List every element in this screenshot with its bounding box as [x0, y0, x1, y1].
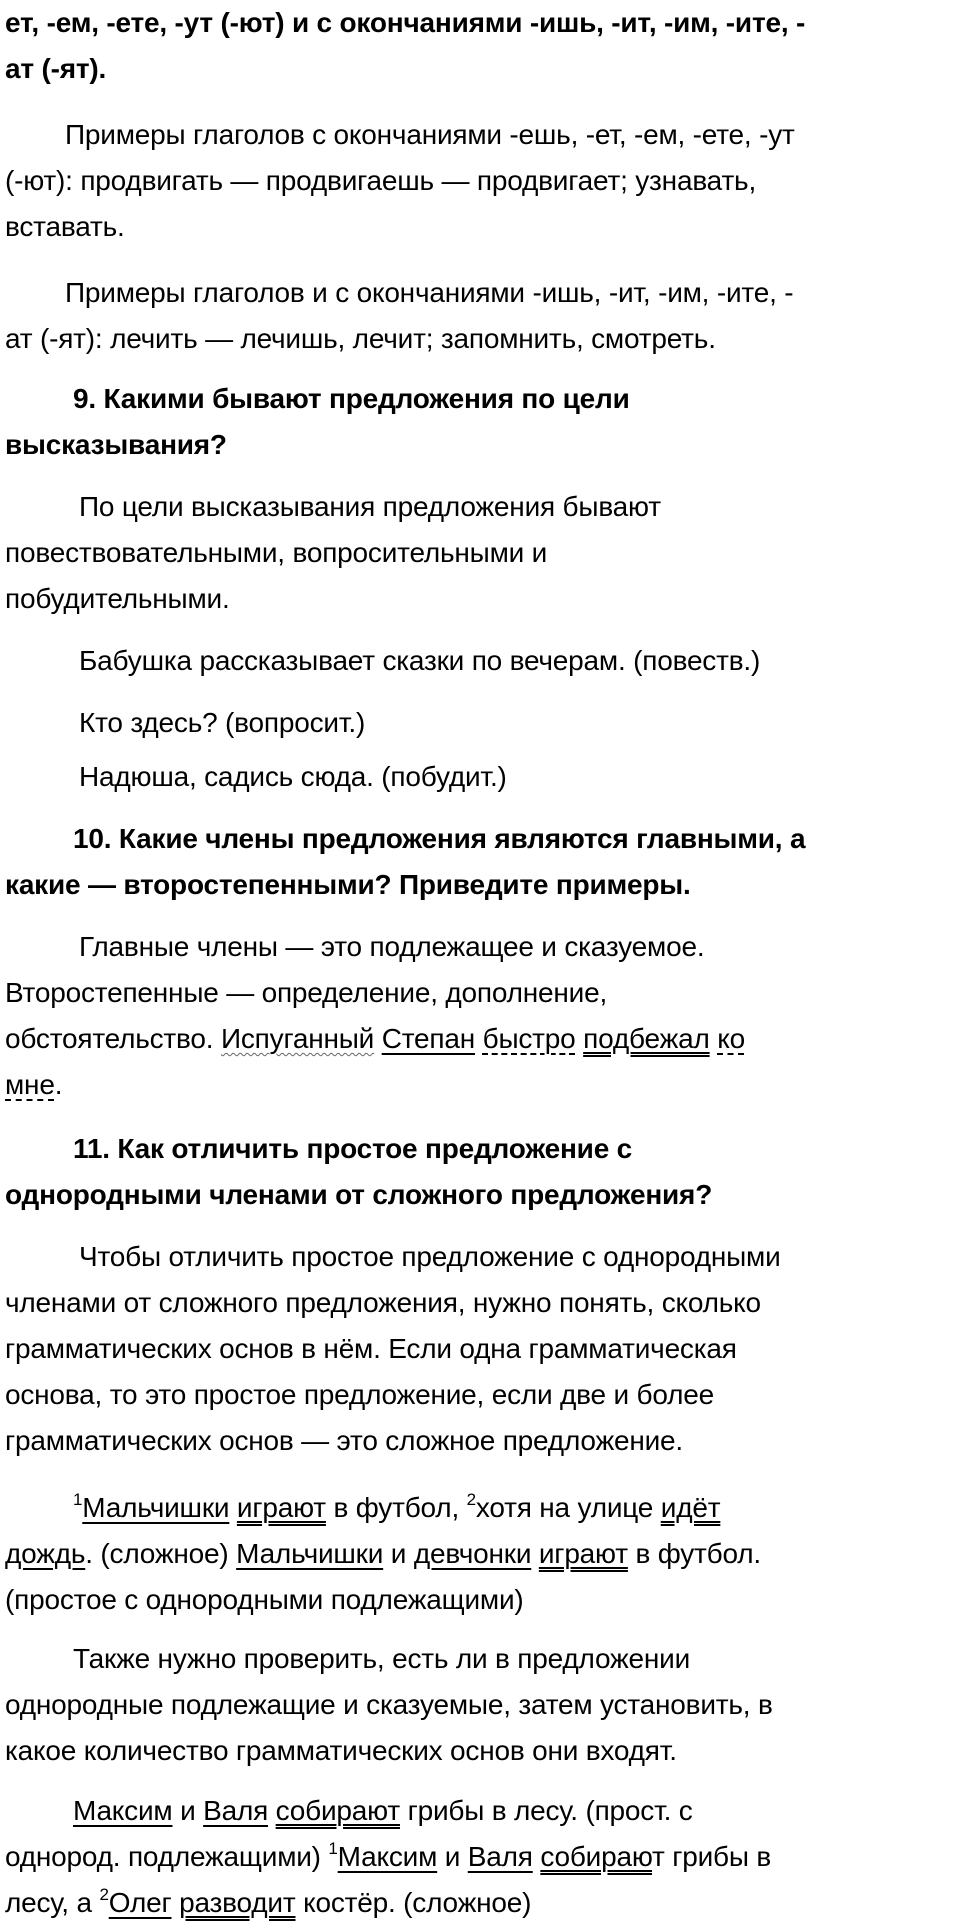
- predicate-word: собираю: [540, 1841, 653, 1872]
- q10-answer-line-1: Главные члены — это подлежащее и сказуемое.: [79, 931, 705, 962]
- q9-answer-line-3: побудительными.: [5, 583, 230, 614]
- adverbial-word-ko: ко: [717, 1023, 745, 1054]
- subject-word: дождь: [5, 1538, 86, 1569]
- clause-number: 1: [328, 1838, 338, 1858]
- plain-text: т грибы в: [652, 1841, 772, 1872]
- predicate-word: играют: [538, 1538, 628, 1569]
- intro-line-2: ат (-ят).: [5, 53, 107, 84]
- q11-check-line-3: какое количество грамматических основ они входят.: [5, 1735, 677, 1766]
- q11-heading: [5, 1126, 955, 1218]
- subject-word: Мальчишки: [82, 1492, 230, 1523]
- q9-example-1: Бабушка рассказывает сказки по вечерам. (повеств.): [79, 645, 761, 676]
- q11-example-1: [5, 1485, 955, 1623]
- q9-heading-line-1: 9. Какими бывают предложения по цели: [73, 383, 630, 414]
- paragraph-examples-i: [5, 270, 955, 362]
- plain-text: хотя на улице: [475, 1492, 654, 1523]
- subject-word: Степан: [381, 1023, 476, 1054]
- subject-word: Олег: [108, 1887, 172, 1918]
- q11-answer-line-4: основа, то это простое предложение, если две и более: [5, 1379, 714, 1410]
- q10-heading-line-1: 10. Какие члены предложения являются главными, а: [73, 823, 806, 854]
- q11-answer-line-1: Чтобы отличить простое предложение с однородными: [79, 1241, 781, 1272]
- predicate-word: идёт: [660, 1492, 721, 1523]
- clause-number: 2: [99, 1884, 109, 1904]
- period: .: [54, 1069, 63, 1100]
- subject-word: Мальчишки: [236, 1538, 384, 1569]
- subject-word: Валя: [467, 1841, 533, 1872]
- q10-answer-line-2: Второстепенные — определение, дополнение,: [5, 977, 608, 1008]
- q11-check-line-1: Также нужно проверить, есть ли в предложении: [73, 1643, 691, 1674]
- predicate-word: играют: [236, 1492, 326, 1523]
- plain-text: (простое с однородными подлежащими): [5, 1584, 524, 1615]
- q9-answer-line-1: По цели высказывания предложения бывают: [79, 491, 661, 522]
- subject-word: Максим: [337, 1841, 438, 1872]
- q9-heading: [5, 376, 955, 468]
- q10-answer: [5, 924, 955, 1108]
- para-e-line-3: вставать.: [5, 211, 125, 242]
- clause-number: 1: [73, 1489, 83, 1509]
- plain-text: и: [180, 1795, 196, 1826]
- adverbial-word-mne: мне: [5, 1069, 55, 1100]
- q11-heading-line-1: 11. Как отличить простое предложение с: [73, 1133, 633, 1164]
- predicate-word: подбежал: [583, 1023, 710, 1054]
- q10-heading: [5, 816, 955, 908]
- q10-answer-line-3: обстоятельство.: [5, 1023, 214, 1054]
- clause-number: 2: [466, 1489, 476, 1509]
- plain-text: грибы в лесу. (прост. с: [407, 1795, 693, 1826]
- q11-answer: [5, 1234, 955, 1464]
- q9-example-3: Надюша, садись сюда. (побудит.): [79, 761, 507, 792]
- intro-bold-text: [5, 0, 955, 92]
- attribute-word: Испуганный: [220, 1023, 375, 1054]
- q9-heading-line-2: высказывания?: [5, 429, 227, 460]
- q11-check: [5, 1636, 955, 1774]
- subject-word: Валя: [203, 1795, 269, 1826]
- q10-heading-line-2: какие — второстепенными? Приведите примеры.: [5, 869, 691, 900]
- para-i-line-1: Примеры глаголов и с окончаниями -ишь, -ит, -им, -ите, -: [65, 277, 794, 308]
- q11-example-2: [5, 1788, 955, 1926]
- paragraph-examples-e: [5, 112, 955, 250]
- plain-text: костёр. (сложное): [303, 1887, 532, 1918]
- predicate-word: собирают: [275, 1795, 400, 1826]
- q11-answer-line-5: грамматических основ — это сложное предложение.: [5, 1425, 684, 1456]
- subject-word: девчонки: [413, 1538, 532, 1569]
- q11-check-line-2: однородные подлежащие и сказуемые, затем установить, в: [5, 1689, 773, 1720]
- q9-answer: [5, 484, 955, 622]
- para-e-line-1: Примеры глаголов с окончаниями -ешь, -ет, -ем, -ете, -ут: [65, 119, 795, 150]
- predicate-word: разводит: [179, 1887, 296, 1918]
- plain-text: . (сложное): [85, 1538, 229, 1569]
- q11-answer-line-3: грамматических основ в нём. Если одна грамматическая: [5, 1333, 737, 1364]
- plain-text: лесу, а: [5, 1887, 92, 1918]
- plain-text: и: [390, 1538, 407, 1569]
- plain-text: однород. подлежащими): [5, 1841, 321, 1872]
- para-e-line-2: (-ют): продвигать — продвигаешь — продвигает; узнавать,: [5, 165, 757, 196]
- plain-text: в футбол.: [635, 1538, 761, 1569]
- q11-heading-line-2: однородными членами от сложного предложения?: [5, 1179, 713, 1210]
- q9-answer-line-2: повествовательными, вопросительными и: [5, 537, 548, 568]
- para-i-line-2: ат (-ят): лечить — лечишь, лечит; запомнить, смотреть.: [5, 323, 716, 354]
- subject-word: Максим: [73, 1795, 173, 1826]
- intro-line-1: ет, -ем, -ете, -ут (-ют) и с окончаниями -ишь, -ит, -им, -ите, -: [5, 7, 806, 38]
- q11-answer-line-2: членами от сложного предложения, нужно понять, сколько: [5, 1287, 761, 1318]
- adverbial-word: быстро: [482, 1023, 576, 1054]
- q9-example-2: Кто здесь? (вопросит.): [79, 707, 366, 738]
- plain-text: и: [444, 1841, 461, 1872]
- plain-text: в футбол,: [333, 1492, 460, 1523]
